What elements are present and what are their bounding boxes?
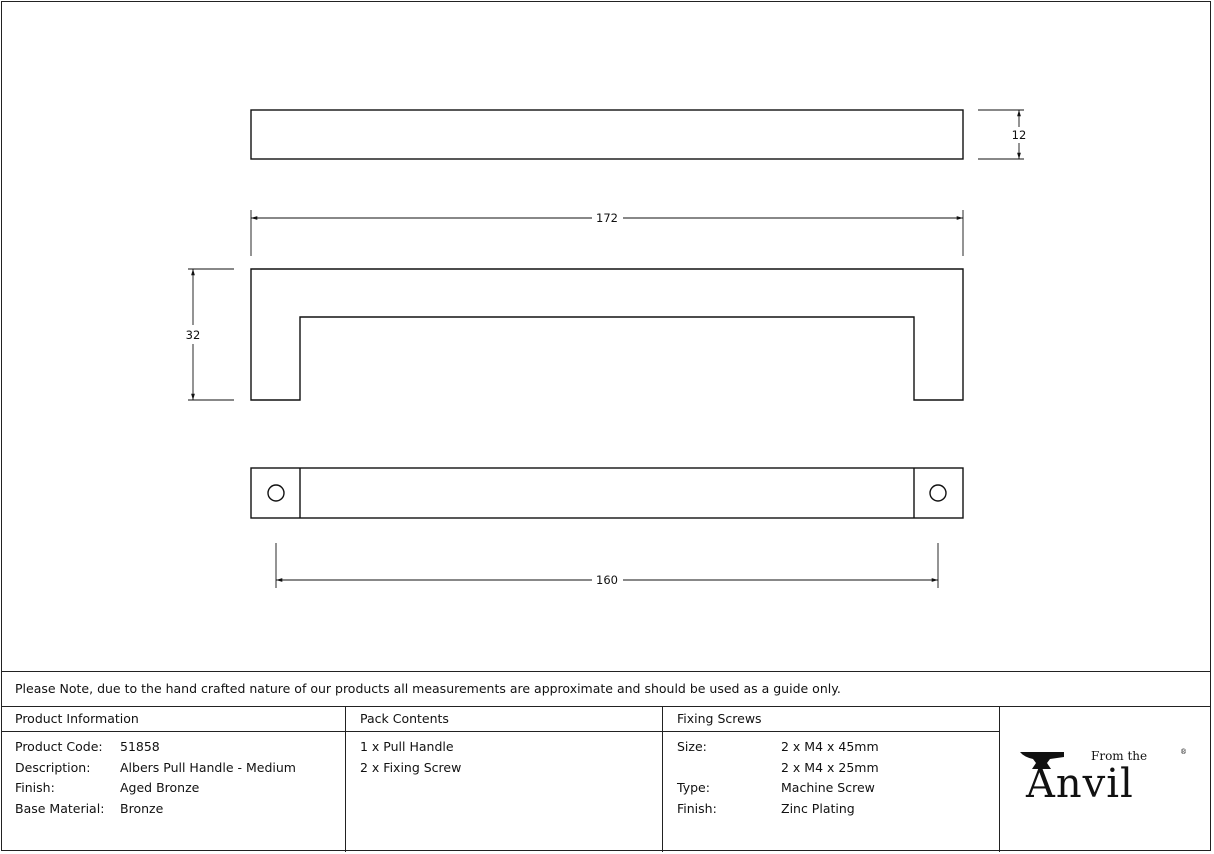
pack-contents-item: 2 x Fixing Screw <box>360 759 462 775</box>
side-view-outline <box>251 269 963 400</box>
measurement-note <box>1 671 1211 707</box>
fixing-screws-row <box>663 739 999 760</box>
fixing-screws-row <box>663 760 999 781</box>
dim-160-label: 160 <box>596 573 618 587</box>
product-info-label: Base Material: <box>15 801 105 817</box>
product-info-value: Bronze <box>120 801 164 817</box>
pack-contents-heading: Pack Contents <box>346 707 662 732</box>
fixing-screws-label: Finish: <box>677 801 717 817</box>
fixing-screws-value: 2 x M4 x 25mm <box>781 759 879 775</box>
fixing-screws-row <box>663 801 999 822</box>
fixing-screws-label: Size: <box>677 739 707 754</box>
fixing-screws-heading: Fixing Screws <box>663 707 999 732</box>
top-view-outline <box>251 110 963 159</box>
logo-from-text: From the <box>1091 749 1148 763</box>
product-info-row <box>1 739 345 760</box>
fixing-screws-label: Type: <box>677 780 710 796</box>
fixing-screws-panel <box>663 707 1000 852</box>
fixing-screws-value: Zinc Plating <box>781 801 855 817</box>
fixing-screws-value: 2 x M4 x 45mm <box>781 739 879 754</box>
product-info-value: Albers Pull Handle - Medium <box>120 759 296 775</box>
right-fixing-hole <box>930 485 946 501</box>
fixing-screws-value: Machine Screw <box>781 780 875 796</box>
product-information-heading: Product Information <box>1 707 345 732</box>
left-fixing-hole <box>268 485 284 501</box>
dim-172-label: 172 <box>596 211 618 225</box>
product-info-value: Aged Bronze <box>120 780 200 796</box>
measurement-note-text: Please Note, due to the hand crafted nature of our products all measurements are approximate and should be used as a guide only. <box>15 681 841 696</box>
dim-32-label: 32 <box>185 328 201 342</box>
dim-12-label: 12 <box>1011 128 1027 142</box>
bottom-view-outline <box>251 468 963 518</box>
product-info-value: 51858 <box>120 739 160 754</box>
product-information-panel <box>1 707 346 852</box>
pack-contents-panel <box>346 707 663 852</box>
product-info-label: Finish: <box>15 780 55 796</box>
from-the-anvil-logo <box>1018 746 1193 808</box>
product-info-label: Product Code: <box>15 739 103 754</box>
logo-registered-mark: ® <box>1180 748 1187 756</box>
logo-brand-text: Anvil <box>1026 761 1134 807</box>
product-info-row <box>1 801 345 822</box>
pack-contents-item: 1 x Pull Handle <box>360 739 454 754</box>
fixing-screws-row <box>663 780 999 801</box>
product-info-label: Description: <box>15 759 91 775</box>
product-info-row <box>1 780 345 801</box>
product-info-row <box>1 760 345 781</box>
